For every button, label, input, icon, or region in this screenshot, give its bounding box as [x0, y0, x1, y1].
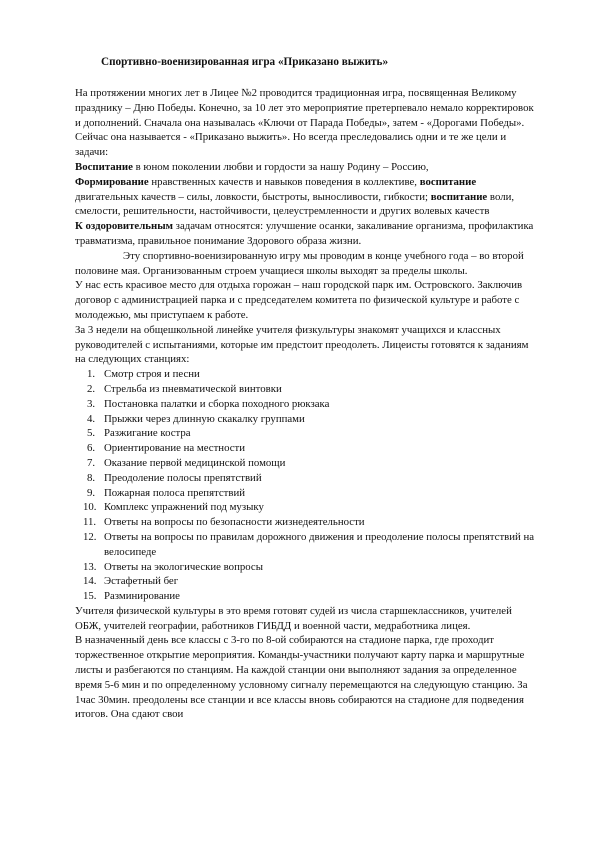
goal-upbringing2-text: двигательных качеств – силы, ловкости, быстроты, выносливости, гибкости;	[75, 190, 431, 203]
list-item-text: Разминирование	[104, 590, 180, 603]
list-item-text: Постановка палатки и сборка походного рюкзака	[104, 397, 330, 410]
list-item-number: 5.	[87, 427, 96, 440]
goal-upbringing-text: в юном поколении любви и гордости за нашу Родину – Россию,	[132, 160, 429, 173]
list-item-number: 4.	[87, 412, 96, 425]
list-item	[75, 456, 535, 471]
list-item-text: Разжигание костра	[104, 427, 191, 440]
list-item	[75, 500, 535, 515]
paragraph-timing: Эту спортивно-военизированную игру мы проводим в конце учебного года – во второй половине мая. Организованным строем учащиеся школы выходят за пределы школы.	[75, 249, 524, 277]
goal-upbringing3-label: воспитание	[430, 190, 488, 203]
paragraph-judges: Учителя физической культуры в это время готовят судей из числа старшеклассников, учителей ОБЖ, учителей географии, работников ГИБДД и военной части, медработника лицея.	[75, 604, 512, 632]
list-item-number: 3.	[87, 397, 96, 410]
list-item-number: 14.	[83, 575, 97, 588]
health-goals-text: задачам относятся: улучшение осанки, закаливание организма, профилактика травматизма, правильное понимание Здорового образа жизни.	[75, 220, 534, 247]
list-item-text: Комплекс упражнений под музыку	[104, 501, 264, 514]
goal-upbringing	[75, 160, 535, 175]
list-item	[75, 471, 535, 486]
intro-paragraph: На протяжении многих лет в Лицее №2 проводится традиционная игра, посвященная Великому празднику – Дню Победы. Конечно, за 10 лет это мероприятие претерпевало немало корректировок и дополнений. Сначала она называлась «Ключи от Парада Победы», затем - «Дорогами Победы». Сейчас она называется - «Приказано выжить». Но всегда преследовались одни и те же цели и задачи:	[75, 87, 534, 159]
paragraph-event-day: В назначенный день все классы с 3-го по 8-ой собираются на стадионе парка, где проходит торжественное открытие мероприятия. Команды-участники получают карту парка и маршрутные листы и разбегаются по станциям. На каждой станции они выполняют задания за определенное время 5-6 мин и по определенному условному сигналу перемещаются на следующую станцию. За 1час 30мин. преодолены все станции и все классы вновь собираются на стадионе для подведения итогов. Она сдают свои	[75, 634, 528, 721]
list-item	[75, 515, 535, 530]
list-item-text: Эстафетный бег	[104, 575, 179, 588]
list-item-number: 7.	[87, 456, 96, 469]
list-item-text: Ответы на экологические вопросы	[104, 560, 263, 573]
document-title: Спортивно-военизированная игра «Приказано выжить»	[101, 56, 389, 68]
list-item-text: Ориентирование на местности	[104, 442, 246, 455]
list-item-text: Оказание первой медицинской помощи	[104, 456, 286, 469]
goal-upbringing2-label: воспитание	[419, 175, 477, 188]
goal-forming	[75, 175, 535, 219]
list-item-number: 8.	[87, 471, 96, 484]
list-item-text: Ответы на вопросы по безопасности жизнедеятельности	[104, 516, 365, 529]
list-item	[75, 412, 535, 427]
list-item-number: 12.	[83, 530, 97, 543]
health-goals-label: К оздоровительным	[75, 220, 173, 233]
list-item-text: Стрельба из пневматической винтовки	[104, 382, 282, 395]
list-item-number: 2.	[87, 382, 96, 395]
list-item	[75, 486, 535, 501]
list-item	[75, 397, 535, 412]
list-item-text: Прыжки через длинную скакалку группами	[104, 412, 305, 425]
list-item-number: 1.	[87, 368, 96, 381]
list-item-number: 10.	[83, 501, 97, 514]
goal-upbringing-label: Воспитание	[75, 160, 133, 173]
list-item	[75, 367, 535, 382]
list-item	[75, 441, 535, 456]
list-item-text: Преодоление полосы препятствий	[104, 471, 262, 484]
list-item-text: Ответы на вопросы по правилам дорожного движения и преодоление полосы препятствий на велосипеде	[104, 530, 535, 558]
list-item	[75, 426, 535, 441]
paragraph-preparation: За 3 недели на общешкольной линейке учителя физкультуры знакомят учащихся и классных руководителей с испытаниями, которые им предстоит преодолеть. Лицеисты готовятся к заданиям на следующих станциях:	[75, 323, 529, 366]
list-item-number: 11.	[83, 516, 97, 529]
list-item-text: Пожарная полоса препятствий	[104, 486, 246, 499]
document-body	[75, 86, 535, 722]
list-item	[75, 574, 535, 589]
list-item	[75, 530, 535, 560]
goal-forming-label: Формирование	[75, 175, 149, 188]
list-item-number: 13.	[83, 560, 97, 573]
goal-forming-text: нравственных качеств и навыков поведения в коллективе,	[148, 175, 420, 188]
list-item	[75, 589, 535, 604]
list-item-number: 9.	[87, 486, 96, 499]
stations-list	[75, 367, 535, 604]
goal-upbringing3-text: воли, смелости, решительности, настойчивости, целеустремленности и других волевых качеств	[75, 190, 515, 218]
list-item	[75, 382, 535, 397]
list-item-number: 15.	[83, 590, 97, 603]
list-item-number: 6.	[87, 442, 96, 455]
paragraph-park: У нас есть красивое место для отдыха горожан – наш городской парк им. Островского. Заключив договор с администрацией парка и с председателем комитета по физической культуре и работе с молодежью, мы приступаем к работе.	[75, 279, 523, 321]
list-item	[75, 560, 535, 575]
health-goals	[75, 219, 535, 249]
list-item-text: Смотр строя и песни	[104, 368, 200, 381]
